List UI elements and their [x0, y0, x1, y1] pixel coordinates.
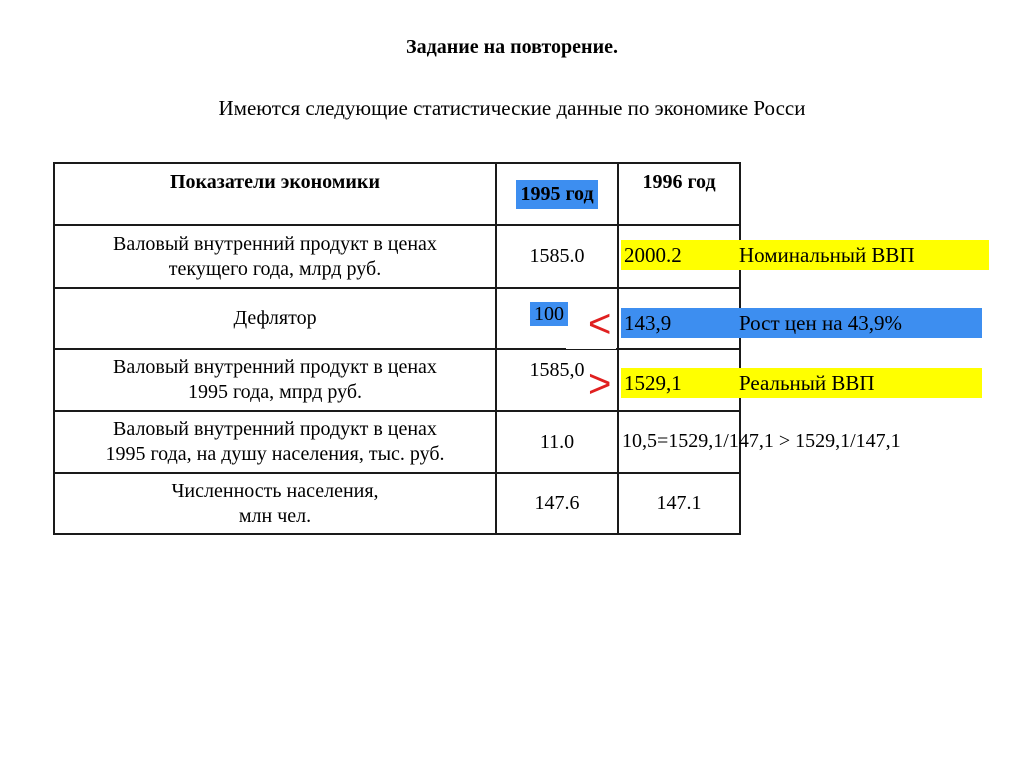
- per-capita-formula: 10,5=1529,1/147,1 > 1529,1/147,1: [622, 430, 901, 452]
- row-label: [54, 473, 496, 534]
- page-title: Задание на повторение.: [406, 36, 618, 58]
- row-label: [54, 349, 496, 411]
- row-label-line: Валовый внутренний продукт в ценах: [113, 418, 437, 440]
- row-label: [54, 225, 496, 288]
- row-label-line: млн чел.: [238, 504, 312, 527]
- header-1995: [496, 163, 618, 225]
- table-header-row: [54, 163, 740, 225]
- price-growth-box: [621, 308, 982, 338]
- row-label: [54, 411, 496, 473]
- cell-1995: 1585,0: [496, 349, 618, 411]
- header-indicators: Показатели экономики: [54, 163, 496, 225]
- row-label-line: текущего года, млрд руб.: [168, 257, 382, 280]
- row-label-line: Дефлятор: [233, 307, 317, 329]
- statistics-table: [53, 162, 741, 535]
- cell-1996: 147.1: [618, 473, 740, 534]
- border-gap: [566, 346, 616, 349]
- less-than-sign: <: [588, 302, 612, 346]
- nominal-gdp-box: [621, 240, 989, 270]
- nominal-gdp-value: 2000.2: [624, 243, 682, 267]
- row-label: [54, 288, 496, 349]
- header-1996: 1996 год: [618, 163, 740, 225]
- cell-1995: 147.6: [496, 473, 618, 534]
- real-gdp-value: 1529,1: [624, 371, 682, 395]
- real-gdp-label: Реальный ВВП: [739, 371, 875, 395]
- cell-1995: 11.0: [496, 411, 618, 473]
- price-growth-label: Рост цен на 43,9%: [739, 311, 903, 335]
- row-label-line: Валовый внутренний продукт в ценах: [113, 356, 437, 378]
- header-1995-highlight: 1995 год: [516, 180, 597, 209]
- deflator-1995-highlight: 100: [530, 302, 568, 326]
- row-label-line: 1995 года, мпрд руб.: [187, 381, 363, 403]
- nominal-gdp-label: Номинальный ВВП: [739, 243, 915, 267]
- greater-than-sign: >: [588, 362, 612, 406]
- row-label-line: Численность населения,: [171, 479, 379, 502]
- cell-1995: 1585.0: [496, 225, 618, 288]
- table-row: [54, 473, 740, 534]
- row-label-line: Валовый внутренний продукт в ценах: [113, 232, 437, 255]
- page-subtitle: Имеются следующие статистические данные по экономике Росси: [218, 96, 806, 120]
- row-label-line: 1995 года, на душу населения, тыс. руб.: [105, 443, 445, 465]
- price-growth-value: 143,9: [624, 311, 672, 335]
- real-gdp-box: [621, 368, 982, 398]
